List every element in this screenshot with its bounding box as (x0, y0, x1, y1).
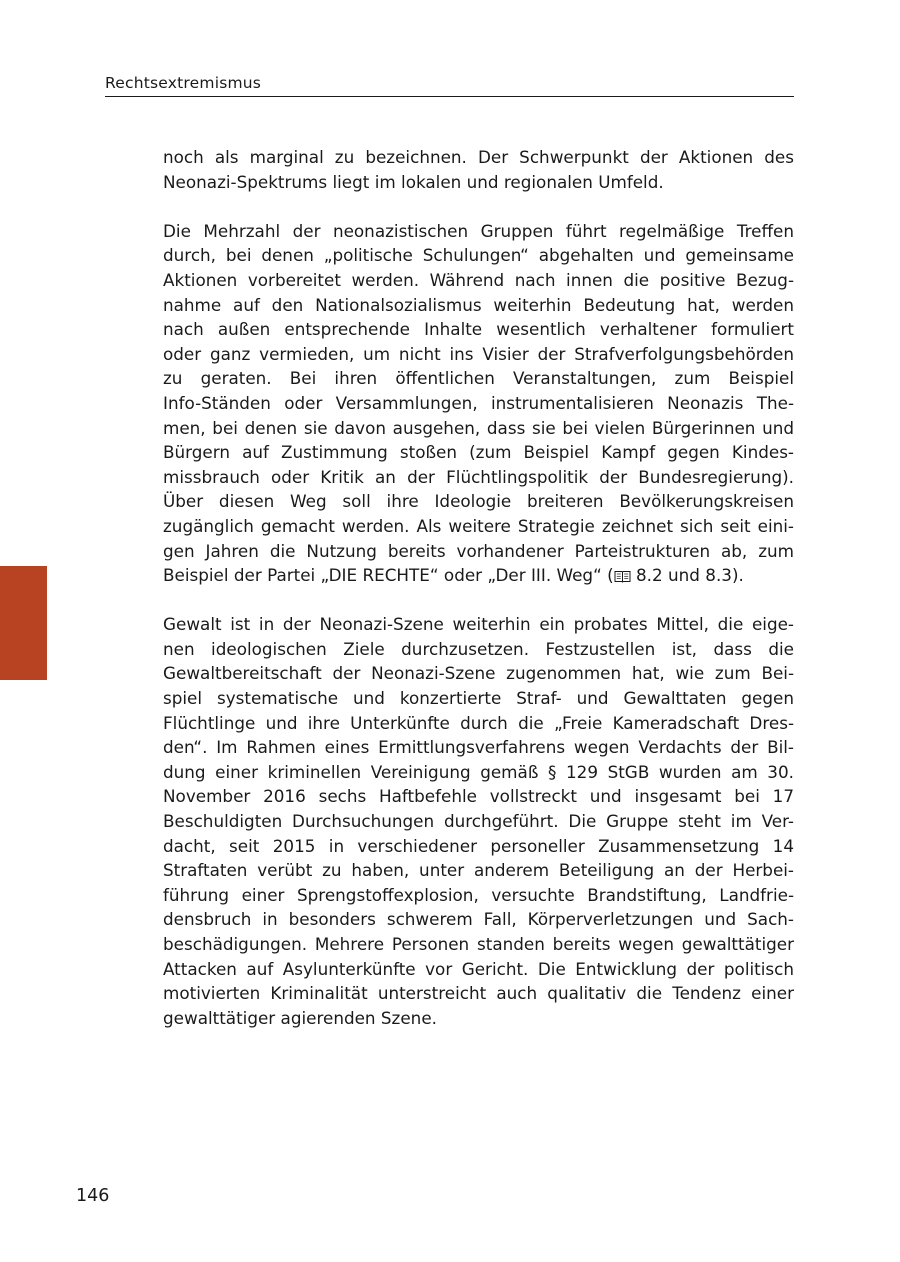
text-line: beschädigungen. Mehrere Personen standen bereits wegen gewalttätiger (163, 934, 794, 954)
text-line: gewalttätiger agierenden Szene. (163, 1007, 437, 1028)
reference-text-after: 8.2 und 8.3). (630, 565, 744, 586)
text-line: November 2016 sechs Haftbefehle vollstreckt und insgesamt bei 17 (163, 786, 794, 807)
text-line: nen ideologischen Ziele durchzusetzen. Festzustellen ist, dass die (163, 638, 794, 659)
text-line: gen Jahren die Nutzung bereits vorhandener Parteistrukturen ab, zum (163, 540, 794, 561)
text-line: Gewaltbereitschaft der Neonazi-Szene zugenommen hat, wie zum Bei- (163, 663, 794, 684)
text-line: Neonazi-Spektrums liegt im lokalen und regionalen Umfeld. (163, 171, 664, 192)
text-line: nahme auf den Nationalsozialismus weiterhin Bedeutung hat, werden (163, 294, 794, 315)
text-line: spiel systematische und konzertierte Straf- und Gewalttaten gegen (163, 688, 794, 709)
text-line: zu geraten. Bei ihren öffentlichen Veranstaltungen, zum Beispiel (163, 368, 794, 389)
text-line: Die Mehrzahl der neonazistischen Gruppen führt regelmäßige Treffen (163, 220, 794, 241)
paragraph-1 (163, 145, 794, 194)
running-header (105, 74, 794, 97)
text-line: führung einer Sprengstoffexplosion, versuchte Brandstiftung, Landfrie- (163, 884, 794, 905)
running-title: Rechtsextremismus (105, 74, 262, 92)
paragraph-3 (163, 612, 794, 1030)
book-icon (614, 569, 631, 583)
text-line: nach außen entsprechende Inhalte wesentlich verhaltener formuliert (163, 319, 794, 340)
body-text (163, 145, 794, 1055)
text-line: zugänglich gemacht werden. Als weitere Strategie zeichnet sich seit eini- (163, 515, 794, 536)
text-line: dacht, seit 2015 in verschiedener personeller Zusammensetzung 14 (163, 835, 794, 856)
text-line: noch als marginal zu bezeichnen. Der Schwerpunkt der Aktionen des (163, 147, 794, 167)
text-line: Bürgern auf Zustimmung stoßen (zum Beispiel Kampf gegen Kindes- (163, 442, 794, 463)
text-line: den“. Im Rahmen eines Ermittlungsverfahrens wegen Verdachts der Bil- (163, 737, 794, 758)
chapter-tab-marker (0, 566, 47, 680)
text-line: missbrauch oder Kritik an der Flüchtlingspolitik der Bundesregierung). (163, 466, 794, 487)
text-line-with-reference (163, 563, 794, 588)
text-line: men, bei denen sie davon ausgehen, dass sie bei vielen Bürgerinnen und (163, 417, 794, 438)
reference-text-before: Beispiel der Partei „DIE RECHTE“ oder „Der III. Weg“ ( (163, 565, 614, 586)
text-line: Beschuldigten Durchsuchungen durchgeführt. Die Gruppe steht im Ver- (163, 811, 794, 832)
text-line: Gewalt ist in der Neonazi-Szene weiterhin ein probates Mittel, die eige- (163, 614, 794, 635)
text-line: oder ganz vermieden, um nicht ins Visier der Strafverfolgungsbehörden (163, 343, 794, 364)
text-line: Info-Ständen oder Versammlungen, instrumentalisieren Neonazis The- (163, 392, 794, 413)
text-line: motivierten Kriminalität unterstreicht auch qualitativ die Tendenz einer (163, 983, 794, 1004)
text-line: Flüchtlinge und ihre Unterkünfte durch die „Freie Kameradschaft Dres- (163, 712, 794, 733)
text-line: durch, bei denen „politische Schulungen“ abgehalten und gemeinsame (163, 245, 794, 266)
text-line: dung einer kriminellen Vereinigung gemäß § 129 StGB wurden am 30. (163, 761, 794, 782)
text-line: densbruch in besonders schwerem Fall, Körperverletzungen und Sach- (163, 909, 794, 930)
paragraph-2 (163, 219, 794, 588)
page-number: 146 (76, 1186, 110, 1206)
text-line: Aktionen vorbereitet werden. Während nach innen die positive Bezug- (163, 269, 794, 290)
text-line: Straftaten verübt zu haben, unter anderem Beteiligung an der Herbei- (163, 860, 794, 881)
text-line: Über diesen Weg soll ihre Ideologie breiteren Bevölkerungskreisen (163, 491, 794, 512)
text-line: Attacken auf Asylunterkünfte vor Gericht. Die Entwicklung der politisch (163, 958, 794, 979)
